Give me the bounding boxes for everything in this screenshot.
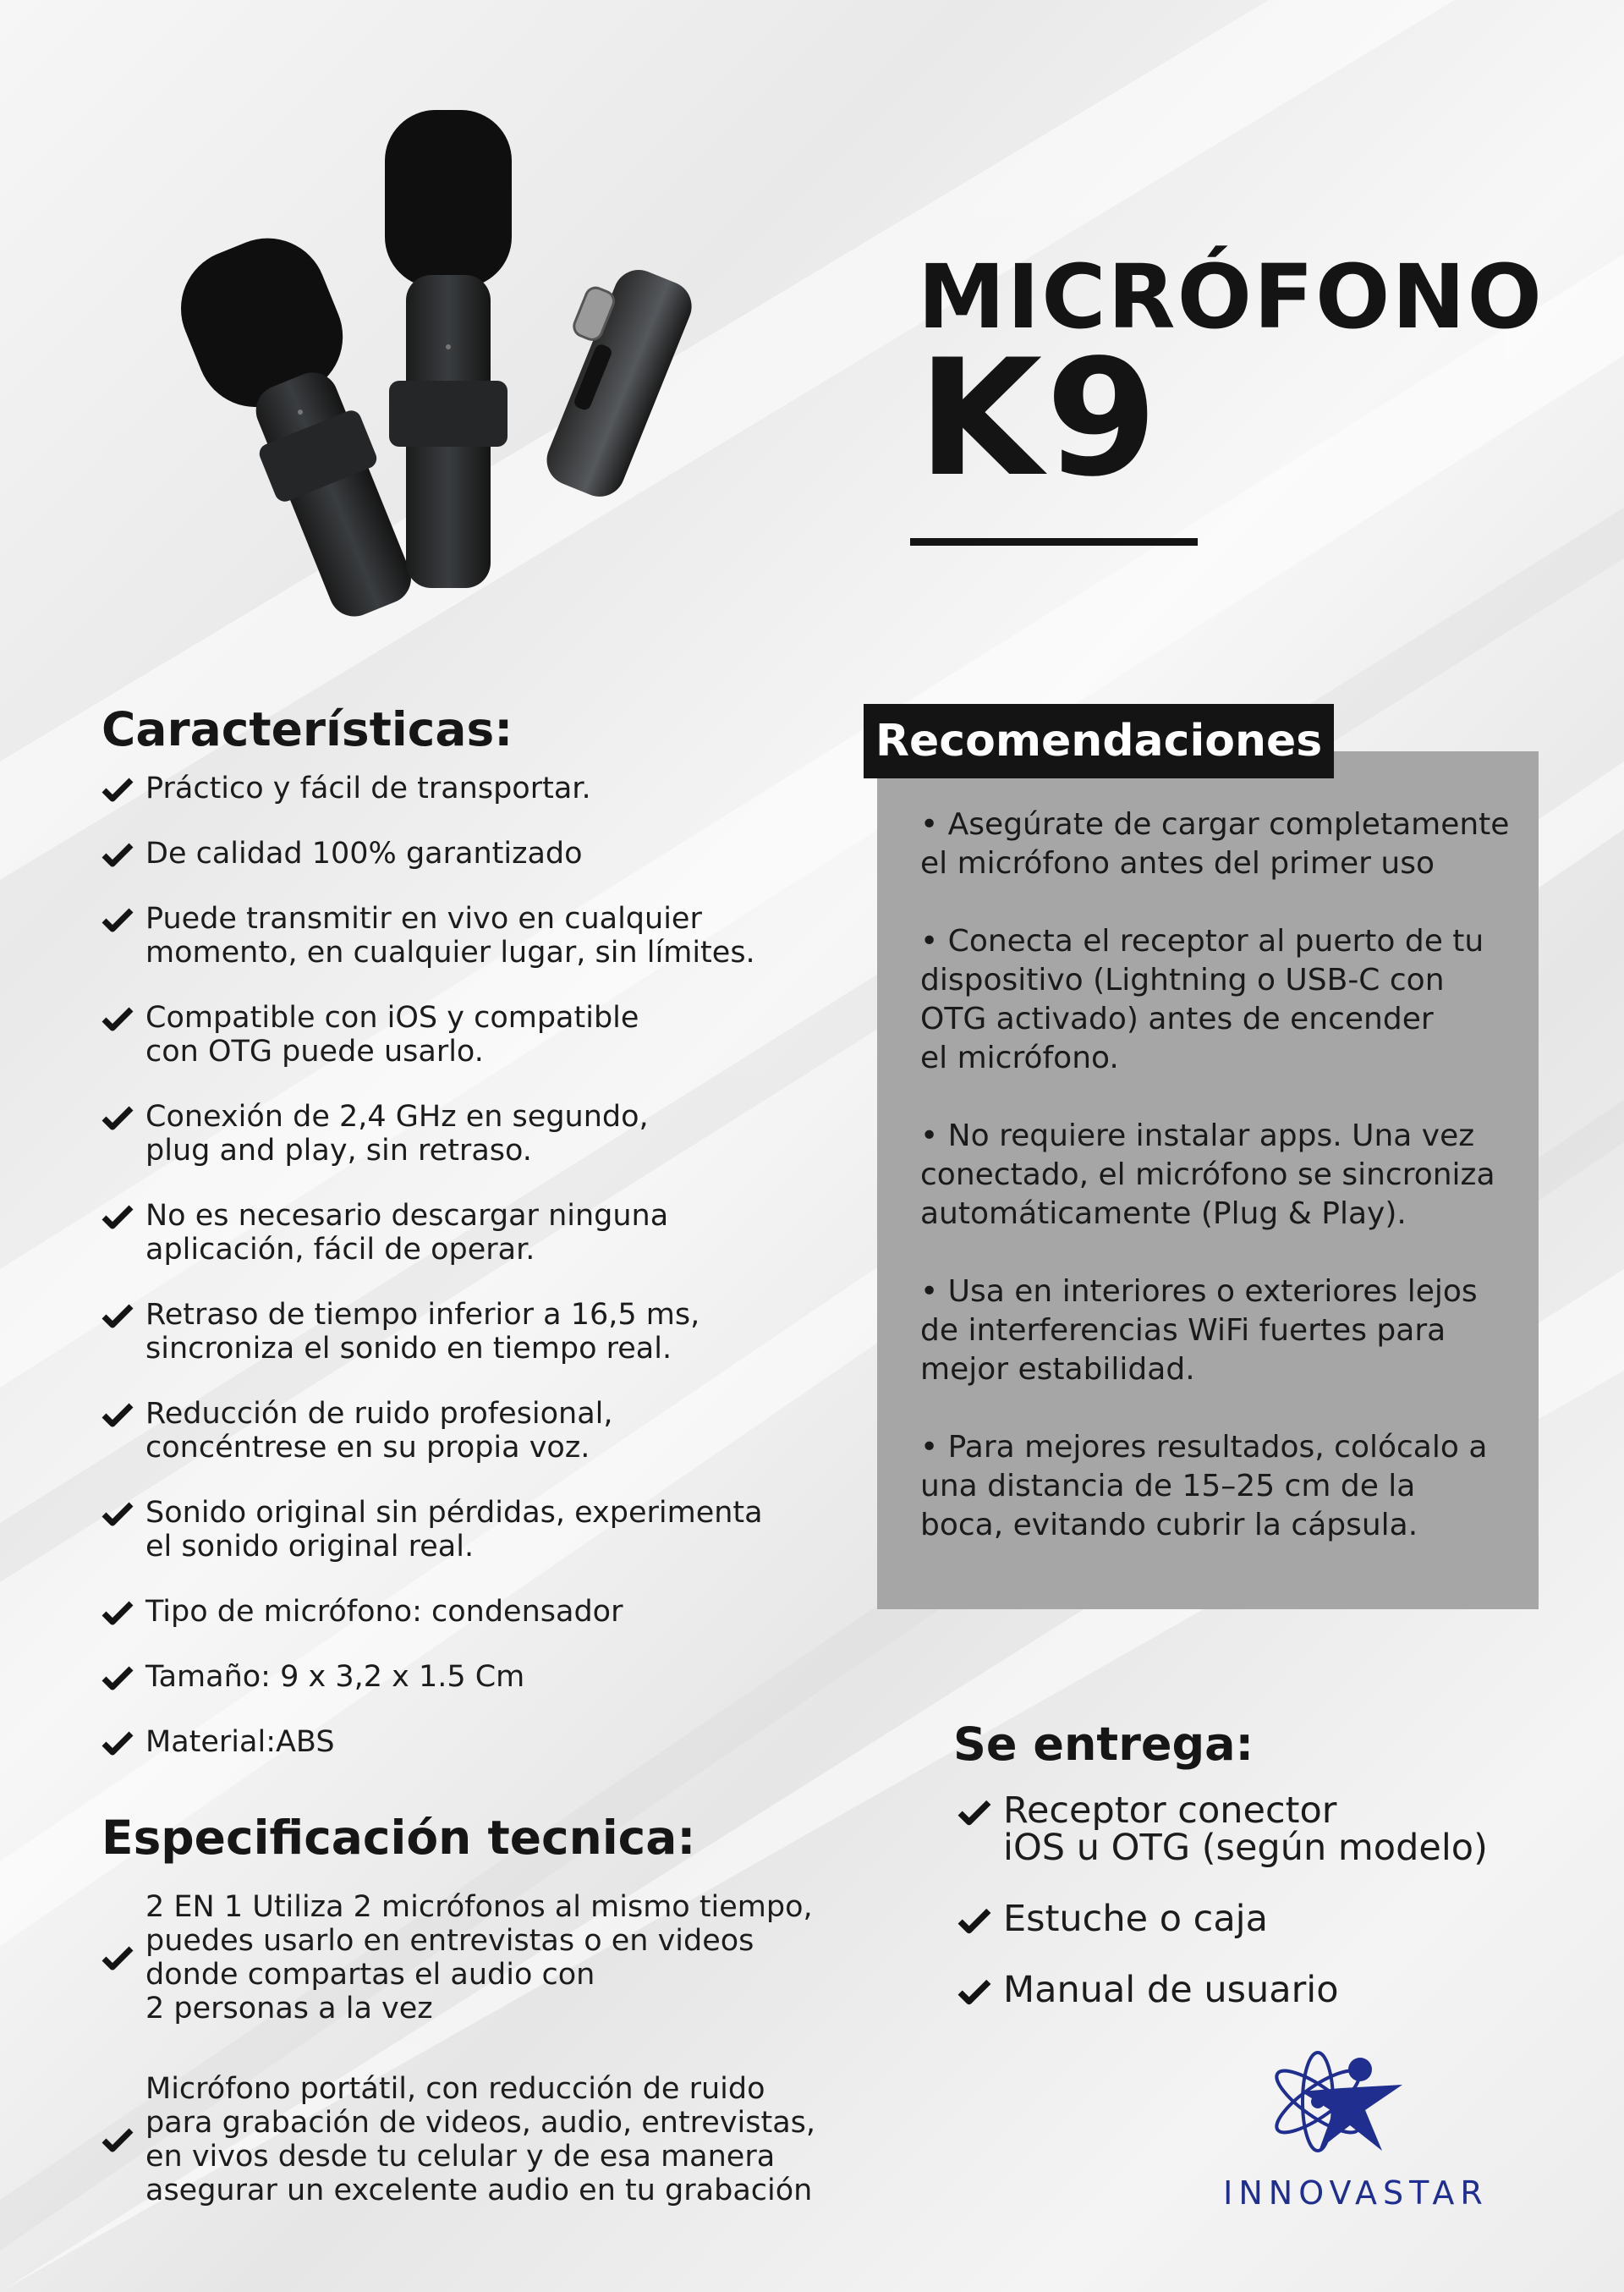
checkmark-icon bbox=[102, 1303, 134, 1328]
checkmark-icon bbox=[957, 1799, 991, 1826]
microphone-product-image bbox=[110, 102, 753, 643]
recommendation-item-line: el micrófono. bbox=[920, 1041, 1119, 1075]
checkmark-icon bbox=[102, 1945, 134, 1970]
recommendation-item-line: • Para mejores resultados, colócalo a bbox=[920, 1430, 1488, 1465]
recommendation-item bbox=[920, 805, 1526, 883]
spec-item-line: puedes usarlo en entrevistas o en videos bbox=[145, 1924, 754, 1958]
spec-item bbox=[102, 2072, 914, 2207]
features-list bbox=[102, 772, 863, 1790]
delivery-list bbox=[957, 1789, 1550, 2042]
feature-item-line: Tamaño: 9 x 3,2 x 1.5 Cm bbox=[145, 1660, 525, 1694]
feature-item-line: plug and play, sin retraso. bbox=[145, 1134, 532, 1168]
recommendation-item-line: • Conecta el receptor al puerto de tu bbox=[920, 924, 1484, 959]
recommendation-item-line: automáticamente (Plug & Play). bbox=[920, 1196, 1407, 1231]
checkmark-icon bbox=[102, 1204, 134, 1229]
feature-item bbox=[102, 1397, 863, 1465]
recommendation-item bbox=[920, 922, 1526, 1078]
innovastar-logo bbox=[1191, 2051, 1516, 2229]
checkmark-icon bbox=[102, 2127, 134, 2152]
feature-item bbox=[102, 1595, 863, 1629]
delivery-item bbox=[957, 1789, 1550, 1869]
specs-heading: Especificación tecnica: bbox=[102, 1811, 696, 1865]
spec-item-line: donde compartas el audio con bbox=[145, 1958, 595, 1992]
checkmark-icon bbox=[102, 1665, 134, 1690]
delivery-heading: Se entrega: bbox=[953, 1718, 1254, 1771]
feature-item-line: aplicación, fácil de operar. bbox=[145, 1233, 535, 1267]
recommendation-item-line: • Asegúrate de cargar completamente bbox=[920, 807, 1510, 842]
recommendation-item-line: OTG activado) antes de encender bbox=[920, 1002, 1434, 1036]
feature-item-line: Puede transmitir en vivo en cualquier bbox=[145, 902, 702, 936]
specs-list bbox=[102, 1890, 914, 2254]
checkmark-icon bbox=[102, 777, 134, 802]
recommendations-heading: Recomendaciones bbox=[864, 704, 1334, 778]
feature-item-line: sincroniza el sonido en tiempo real. bbox=[145, 1332, 672, 1366]
checkmark-icon bbox=[102, 1600, 134, 1625]
recommendation-item-line: dispositivo (Lightning o USB-C con bbox=[920, 963, 1445, 998]
feature-item bbox=[102, 837, 863, 871]
product-title-line1: MICRÓFONO bbox=[918, 245, 1544, 349]
checkmark-icon bbox=[102, 1006, 134, 1031]
checkmark-icon bbox=[957, 1978, 991, 2005]
recommendation-item-line: boca, evitando cubrir la cápsula. bbox=[920, 1508, 1418, 1542]
delivery-item-line: iOS u OTG (según modelo) bbox=[1003, 1827, 1488, 1869]
feature-item bbox=[102, 1199, 863, 1267]
recommendation-item bbox=[920, 1272, 1526, 1389]
spec-item-line: 2 personas a la vez bbox=[145, 1992, 433, 2025]
recommendation-item-line: de interferencias WiFi fuertes para bbox=[920, 1313, 1446, 1348]
recommendations-list bbox=[920, 805, 1526, 1584]
brand-name: INNOVASTAR bbox=[1223, 2174, 1489, 2212]
checkmark-icon bbox=[102, 1402, 134, 1427]
recommendation-item-line: una distancia de 15–25 cm de la bbox=[920, 1469, 1416, 1503]
feature-item-line: Compatible con iOS y compatible bbox=[145, 1001, 639, 1035]
recommendation-item-line: el micrófono antes del primer uso bbox=[920, 846, 1435, 881]
feature-item-line: el sonido original real. bbox=[145, 1530, 475, 1564]
delivery-item bbox=[957, 1898, 1550, 1940]
recommendation-item-line: conectado, el micrófono se sincroniza bbox=[920, 1157, 1495, 1192]
checkmark-icon bbox=[102, 842, 134, 867]
spec-item-line: 2 EN 1 Utiliza 2 micrófonos al mismo tiempo, bbox=[145, 1890, 813, 1924]
spec-item-line: para grabación de videos, audio, entrevistas, bbox=[145, 2106, 816, 2140]
feature-item-line: Conexión de 2,4 GHz en segundo, bbox=[145, 1100, 649, 1134]
feature-item bbox=[102, 772, 863, 805]
checkmark-icon bbox=[957, 1907, 991, 1934]
checkmark-icon bbox=[102, 1105, 134, 1130]
spec-item-line: en vivos desde tu celular y de esa manera bbox=[145, 2140, 776, 2174]
feature-item bbox=[102, 902, 863, 970]
feature-item-line: Práctico y fácil de transportar. bbox=[145, 772, 591, 805]
feature-item-line: Reducción de ruido profesional, bbox=[145, 1397, 613, 1431]
feature-item bbox=[102, 1496, 863, 1564]
spec-item-line: Micrófono portátil, con reducción de ruido bbox=[145, 2072, 765, 2106]
feature-item bbox=[102, 1725, 863, 1759]
delivery-item bbox=[957, 1971, 1550, 2009]
features-heading: Características: bbox=[102, 702, 513, 756]
delivery-item-line: Estuche o caja bbox=[1003, 1898, 1268, 1940]
delivery-item-line: Receptor conector bbox=[1003, 1789, 1337, 1832]
feature-item-line: Tipo de micrófono: condensador bbox=[145, 1595, 623, 1629]
feature-item-line: Retraso de tiempo inferior a 16,5 ms, bbox=[145, 1298, 700, 1332]
spec-item-line: asegurar un excelente audio en tu grabación bbox=[145, 2174, 813, 2207]
feature-item bbox=[102, 1660, 863, 1694]
feature-item bbox=[102, 1100, 863, 1168]
feature-item-line: No es necesario descargar ninguna bbox=[145, 1199, 669, 1233]
checkmark-icon bbox=[102, 1501, 134, 1526]
feature-item-line: Sonido original sin pérdidas, experimenta bbox=[145, 1496, 763, 1530]
feature-item bbox=[102, 1298, 863, 1366]
feature-item-line: De calidad 100% garantizado bbox=[145, 837, 583, 871]
checkmark-icon bbox=[102, 1730, 134, 1756]
feature-item-line: Material:ABS bbox=[145, 1725, 335, 1759]
recommendation-item-line: mejor estabilidad. bbox=[920, 1352, 1195, 1387]
recommendation-item-line: • Usa en interiores o exteriores lejos bbox=[920, 1274, 1478, 1309]
spec-item bbox=[102, 1890, 914, 2025]
recommendation-item-line: • No requiere instalar apps. Una vez bbox=[920, 1119, 1475, 1153]
delivery-item-line: Manual de usuario bbox=[1003, 1969, 1339, 2011]
title-underline bbox=[910, 538, 1198, 546]
checkmark-icon bbox=[102, 907, 134, 932]
feature-item-line: concéntrese en su propia voz. bbox=[145, 1431, 590, 1465]
feature-item-line: momento, en cualquier lugar, sin límites. bbox=[145, 936, 755, 970]
recommendation-item bbox=[920, 1117, 1526, 1234]
product-title-line2: K9 bbox=[918, 325, 1161, 512]
feature-item bbox=[102, 1001, 863, 1069]
recommendation-item bbox=[920, 1428, 1526, 1545]
feature-item-line: con OTG puede usarlo. bbox=[145, 1035, 484, 1069]
